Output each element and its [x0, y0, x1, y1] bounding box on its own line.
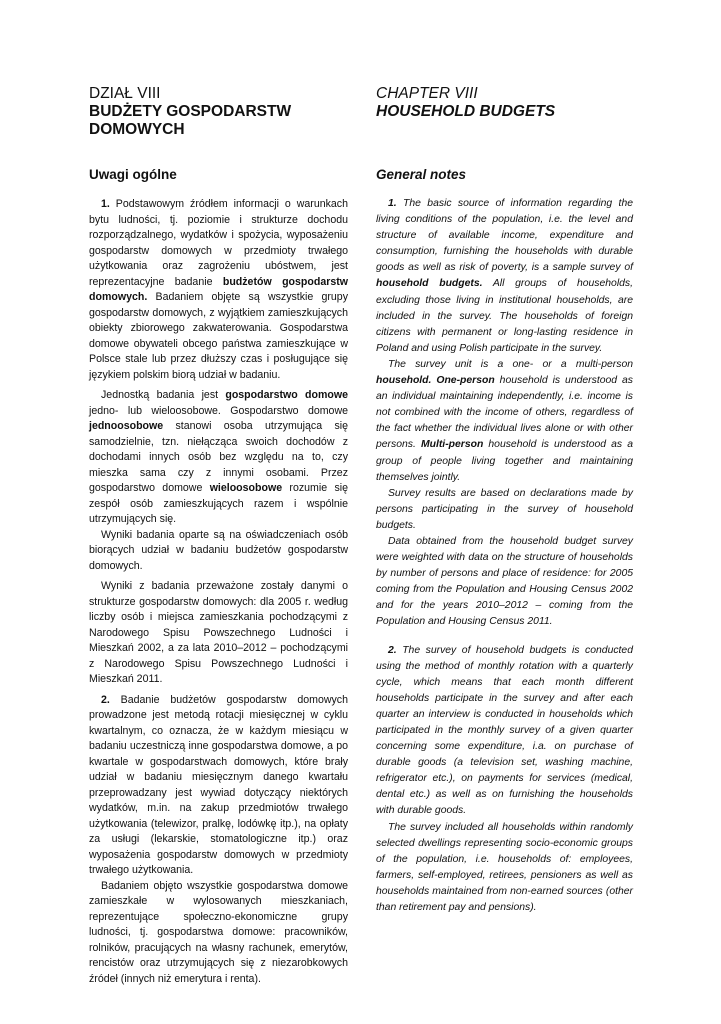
paragraph-en-2	[376, 357, 633, 486]
chapter-number-en: CHAPTER VIII	[376, 85, 478, 102]
text-run: stanowi osoba utrzymująca się samodzielnie, tzn. niełącząca swoich dochodów z dochodami innych osób bez względu na to, czy mieszka sama czy z innymi osobami. Przez gospodarstwo domowe	[89, 420, 348, 494]
paragraph-pl-6: Badaniem objęto wszystkie gospodarstwa domowe zamieszkałe w wylosowanych mieszkaniach, reprezentujące społeczno-ekonomiczne grupy ludności, tj. gospodarstwa domowe: pracowników, rolników, pracujących na własny rachunek, emerytów, rencistów oraz utrzymujących się z niezarobkowych źródeł (innych niż emerytura i renta).	[89, 879, 348, 985]
text-run: The survey unit is a one- or a multi-person	[388, 358, 633, 370]
paragraph-number: 1.	[101, 198, 110, 210]
text-run: Podstawowym źródłem informacji o warunkach bytu ludności, tj. poziomie i strukturze dochodu rozporządzalnego, wydatków i spożycia, wyposażeniu gospodarstw domowych w przedmioty trwałego użytkowania oraz zagrożeniu ubóstwem, jest reprezentacyjne badanie	[89, 198, 348, 288]
paragraph-pl-4: Wyniki z badania przeważone zostały danymi o strukturze gospodarstw domowych: dla 2005 r. według liczby osób i miejsca zamieszkania pochodzącymi z Narodowego Spisu Powszechnego Ludności i Mieszkań 2002, a za lata 2010–2012 – pochodzącymi z Narodowego Spisu Powszechnego Ludności i Mieszkań 2011.	[89, 580, 348, 685]
chapter-title-en: HOUSEHOLD BUDGETS	[376, 103, 556, 120]
paragraph-en-6: The survey included all households within randomly selected dwellings representing socio-economic groups of the population, i.e. households of: employees, farmers, self-employed, retirees, pensioners as well as households maintained from non-earned sources (other than retirement pay and pensions).	[376, 821, 633, 914]
text-run: The survey of household budgets is conducted using the method of monthly rotation with a quarterly cycle, which means that each month different households participate in the survey and after each quarter an interview is conducted in households which participated in the monthly survey of a given quarter concerning some expenditure, i.a. on purchase of durable goods (a television set, washing machine, refrigerator etc.), on payments for services (medical, dental etc.) as well as on furnishing the households with durable goods.	[376, 644, 633, 817]
text-run: jedno- lub wieloosobowe. Gospodarstwo domowe	[89, 404, 348, 417]
paragraph-number: 2.	[388, 644, 397, 656]
bold-term: gospodarstwo domowe	[225, 389, 348, 401]
bold-term: wieloosobowe	[209, 482, 283, 494]
body-text-pl	[89, 197, 348, 992]
bold-term: budżetów gospodarstw domowych.	[89, 275, 348, 303]
paragraph-en-1	[376, 196, 633, 357]
text-run: household is understood as a group of people living together and maintaining themselves jointly.	[376, 439, 633, 483]
bold-term: jednoosobowe	[89, 420, 164, 432]
paragraph-en-5	[376, 643, 633, 820]
paragraph-pl-5	[89, 693, 348, 879]
paragraph-pl-1	[89, 197, 348, 383]
bold-term: Multi-person	[420, 439, 484, 451]
paragraph-number: 1.	[388, 198, 397, 209]
text-run: The basic source of information regarding the living conditions of the population, i.e. the level and structure of available income, expenditure and consumption, furnishing the households with durable goods as well as risk of poverty, is a sample survey of	[376, 198, 633, 274]
text-run: Badaniem objęte są wszystkie grupy gospodarstw domowych, z wyjątkiem zamieszkujących obiekty zbiorowego zakwaterowania. Gospodarstwa domowe obywateli obcego państwa zamieszkujące w Polsce stale lub przez dłuższy czas i posługujące się językiem polskim biorą udział w badaniu.	[89, 291, 348, 381]
bold-term: household budgets.	[376, 278, 483, 290]
chapter-heading-pl	[89, 85, 291, 139]
text-run: rozumie się zespół osób zamieszkujących razem i wspólnie utrzymujących się.	[89, 482, 348, 525]
section-heading-pl: Uwagi ogólne	[89, 167, 177, 182]
text-run: household is understood as an individual maintaining independently, i.e. income is not combined with the income of others, regardless of the fact whether the individual lives alone or with other persons.	[376, 375, 633, 451]
body-text-en	[376, 196, 633, 916]
chapter-number-pl: DZIAŁ VIII	[89, 85, 161, 102]
bold-term: household. One-person	[376, 375, 495, 387]
chapter-heading-en	[376, 85, 555, 121]
paragraph-en-3: Survey results are based on declarations made by persons participating in the survey of household budgets.	[376, 487, 633, 531]
paragraph-pl-2	[89, 388, 348, 528]
section-heading-en: General notes	[376, 167, 467, 182]
chapter-title-pl-line1: BUDŻETY GOSPODARSTW	[89, 103, 292, 120]
paragraph-en-4: Data obtained from the household budget survey were weighted with data on the structure of households by number of persons and place of residence: for 2005 coming from the Population and Housing Census 2002 and for the years 2010–2012 – coming from the Population and Housing Census 2011.	[376, 535, 633, 628]
paragraph-pl-3: Wyniki badania oparte są na oświadczeniach osób biorących udział w badaniu budżetów gospodarstw domowych.	[89, 528, 348, 572]
text-run: All groups of households, excluding those living in institutional households, are included in the survey. The households of foreign citizens with permanent or long-lasting residence in Poland and using Polish participate in the survey.	[376, 278, 633, 354]
chapter-title-pl-line2: DOMOWYCH	[89, 121, 185, 138]
text-run: Jednostką badania jest	[101, 389, 226, 401]
text-run: Badanie budżetów gospodarstw domowych prowadzone jest metodą rotacji miesięcznej w cyklu kwartalnym, co oznacza, że w każdym miesiącu w badaniu uczestniczą inne gospodarstwa domowe, a po kwartale w gospodarstwach domowych, które brały udział w badaniu miesięcznym danego kwartału przeprowadzany jest wywiad dotyczący niektórych wydatków, m.in. na zakup przedmiotów trwałego użytkowania (telewizor, pralkę, lodówkę itp.), na opłaty za usługi (lekarskie, stomatologiczne itp.) oraz wyposażenia gospodarstw domowych w przedmioty trwałego użytkowania.	[89, 693, 348, 876]
paragraph-number: 2.	[101, 693, 110, 706]
